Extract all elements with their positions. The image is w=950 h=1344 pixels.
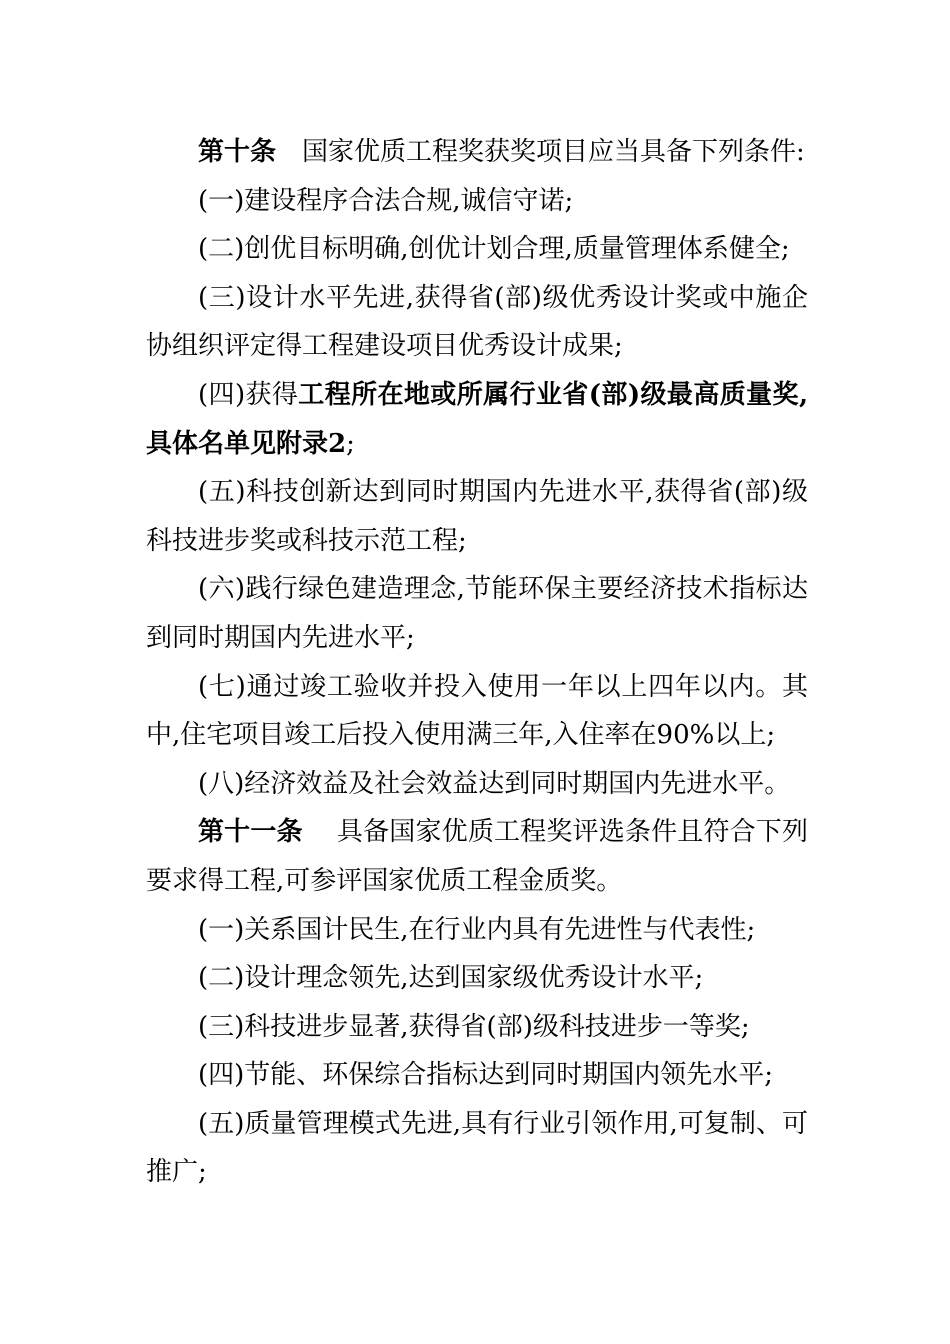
article-11-item-4: (四)节能、环保综合指标达到同时期国内领先水平; [198, 1060, 774, 1091]
article-10-item-4-bold: 工程所在地或所属行业省(部)级最高质量奖,具体名单见附录2 [146, 379, 808, 459]
article-10-item-6: (六)践行绿色建造理念,节能环保主要经济技术指标达到同时期国内先进水平; [146, 574, 808, 653]
article-10-heading: 第十条 [198, 137, 277, 167]
article-10-item-1: (一)建设程序合法合规,诚信守诺; [198, 185, 574, 216]
article-10-intro [146, 128, 808, 177]
article-10-intro-text: 国家优质工程奖获奖项目应当具备下列条件: [302, 137, 805, 167]
article-11-item-3: (三)科技进步显著,获得省(部)级科技进步一等奖; [198, 1011, 750, 1042]
article-11-item-1: (一)关系国计民生,在行业内具有先进性与代表性; [198, 914, 756, 945]
article-10-item-4-prefix: (四)获得 [198, 379, 299, 410]
article-11-intro [146, 808, 808, 905]
article-10-item-2: (二)创优目标明确,创优计划合理,质量管理体系健全; [198, 234, 790, 265]
article-10-item-8: (八)经济效益及社会效益达到同时期国内先进水平。 [198, 768, 791, 799]
article-10-item-4-suffix: ; [346, 428, 355, 459]
article-10-item-5: (五)科技创新达到同时期国内先进水平,获得省(部)级科技进步奖或科技示范工程; [146, 477, 808, 556]
document-page [146, 128, 808, 1197]
article-10-item-4 [146, 371, 808, 468]
article-11-item-5: (五)质量管理模式先进,具有行业引领作用,可复制、可推广; [146, 1108, 808, 1188]
article-10-item-7: (七)通过竣工验收并投入使用一年以上四年以内。其中,住宅项目竣工后投入使用满三年,入住率在90%以上; [146, 671, 808, 751]
article-10-item-3: (三)设计水平先进,获得省(部)级优秀设计奖或中施企协组织评定得工程建设项目优秀设计成果; [146, 282, 808, 362]
article-11-item-2: (二)设计理念领先,达到国家级优秀设计水平; [198, 963, 704, 994]
article-11-intro-text: 具备国家优质工程奖评选条件且符合下列要求得工程,可参评国家优质工程金质奖。 [146, 817, 808, 896]
article-11-heading: 第十一条 [198, 817, 303, 848]
